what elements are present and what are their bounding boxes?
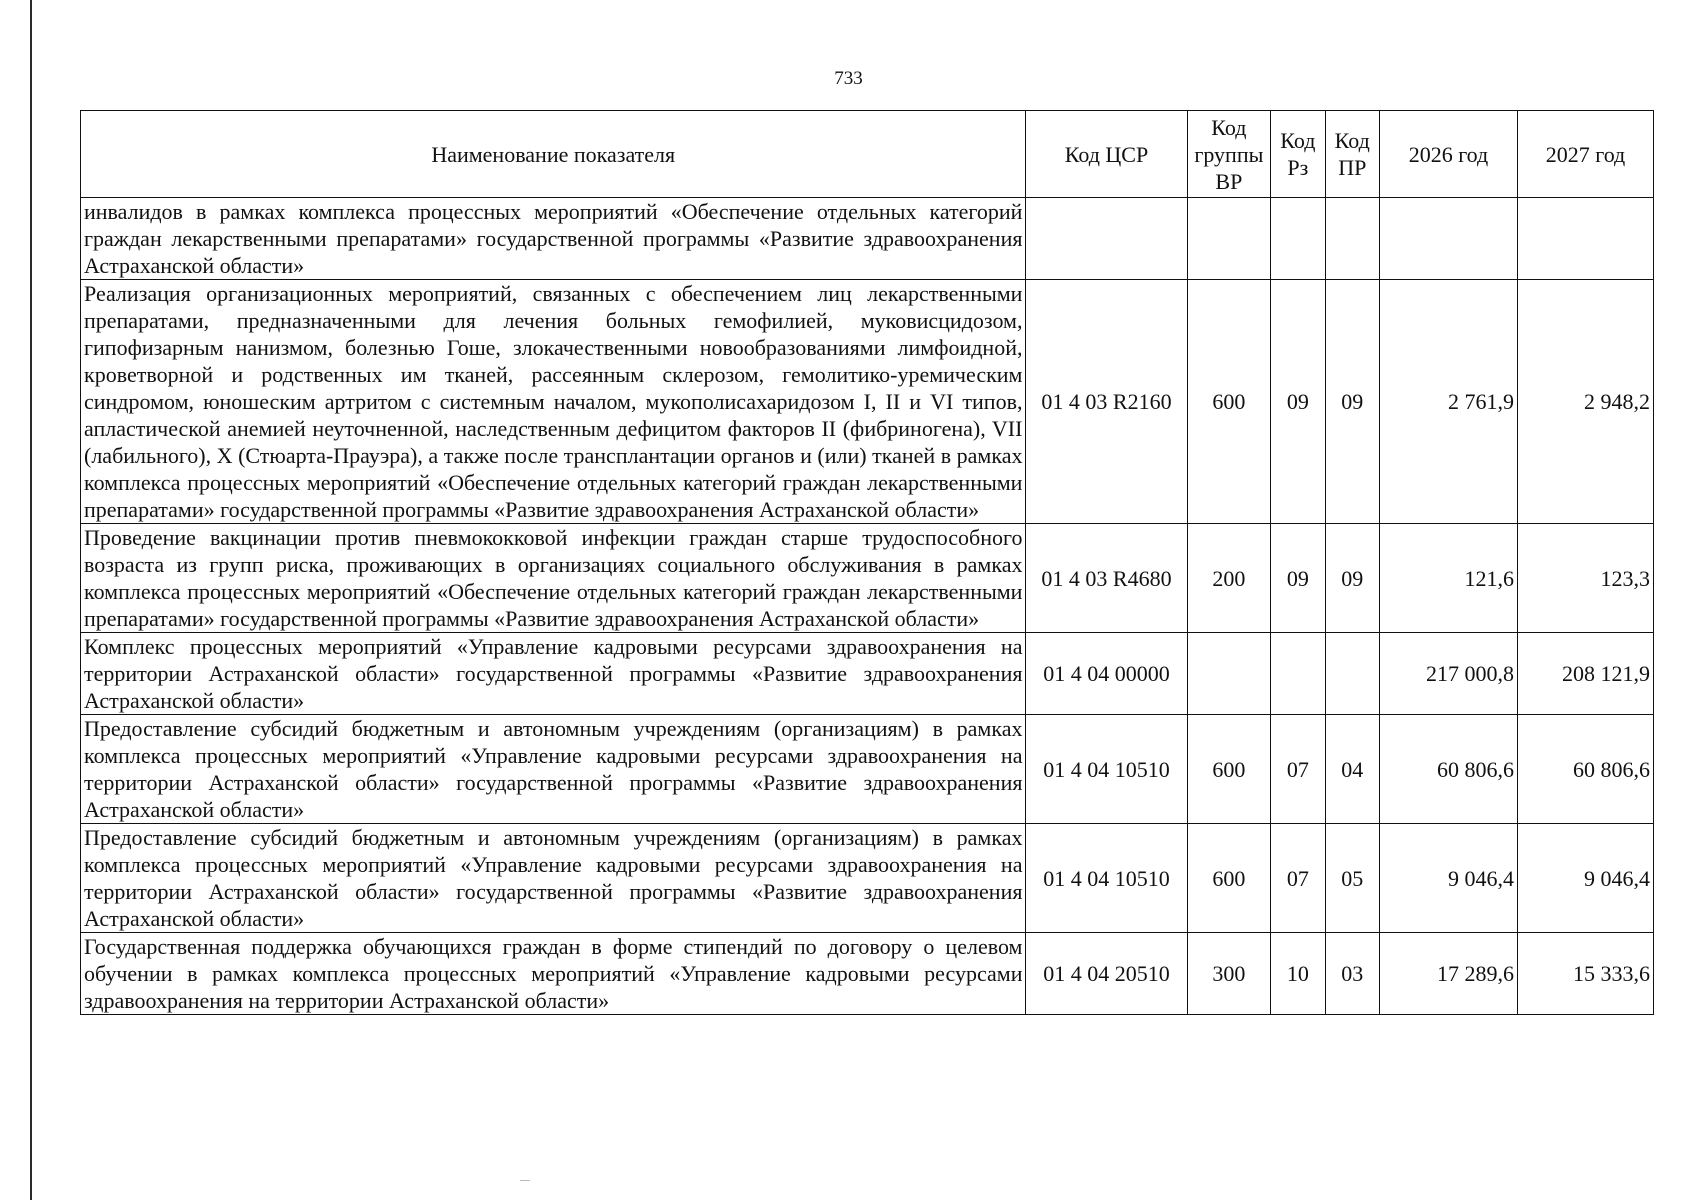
row-name: Реализация организационных мероприятий, связанных с обеспечением лиц лекарственными препаратами, предназначенными для лечения больных гемофилией, муковисцидозом, гипофизарным нанизмом, болезнью Гоше, злокачественными новообразованиями лимфоидной, кроветворной и родственных им тканей, рассеянным склерозом, гемолитико-уремическим синдромом, юношеским артритом с системным началом, мукополисахаридозом I, II и VI типов, апластической анемией неуточненной, наследственным дефицитом факторов II (фибриногена), VII (лабильного), X (Стюарта-Прауэра), а также после трансплантации органов и (или) тканей в рамках комплекса процессных мероприятий «Обеспечение отдельных категорий граждан лекарственными препаратами» государственной программы «Развитие здравоохранения Астраханской области»	[81, 280, 1026, 524]
row-csr: 01 4 04 00000	[1026, 633, 1187, 715]
row-csr	[1026, 198, 1187, 280]
header-2027: 2027 год	[1517, 111, 1653, 198]
row-2026: 9 046,4	[1379, 824, 1517, 933]
row-pr	[1325, 633, 1379, 715]
table-row	[81, 824, 1654, 933]
row-name: Комплекс процессных мероприятий «Управление кадровыми ресурсами здравоохранения на территории Астраханской области» государственной программы «Развитие здравоохранения Астраханской области»	[81, 633, 1026, 715]
row-pr: 04	[1325, 715, 1379, 824]
page-number: 733	[834, 68, 863, 89]
row-2026: 217 000,8	[1379, 633, 1517, 715]
row-2027: 60 806,6	[1517, 715, 1653, 824]
scan-speck	[520, 1180, 530, 1181]
row-rz	[1271, 633, 1325, 715]
row-pr	[1325, 198, 1379, 280]
row-vr: 300	[1187, 933, 1271, 1015]
row-rz	[1271, 198, 1325, 280]
row-2027: 9 046,4	[1517, 824, 1653, 933]
row-csr: 01 4 04 20510	[1026, 933, 1187, 1015]
row-2026: 2 761,9	[1379, 280, 1517, 524]
row-2026: 60 806,6	[1379, 715, 1517, 824]
row-name: Проведение вакцинации против пневмококковой инфекции граждан старше трудоспособного возраста из групп риска, проживающих в организациях социального обслуживания в рамках комплекса процессных мероприятий «Обеспечение отдельных категорий граждан лекарственными препаратами» государственной программы «Развитие здравоохранения Астраханской области»	[81, 524, 1026, 633]
row-name: Предоставление субсидий бюджетным и автономным учреждениям (организациям) в рамках комплекса процессных мероприятий «Управление кадровыми ресурсами здравоохранения на территории Астраханской области» государственной программы «Развитие здравоохранения Астраханской области»	[81, 715, 1026, 824]
table-row	[81, 633, 1654, 715]
row-pr: 09	[1325, 280, 1379, 524]
row-2026: 17 289,6	[1379, 933, 1517, 1015]
row-rz: 07	[1271, 824, 1325, 933]
row-csr: 01 4 04 10510	[1026, 715, 1187, 824]
row-vr	[1187, 198, 1271, 280]
row-vr: 600	[1187, 280, 1271, 524]
row-pr: 03	[1325, 933, 1379, 1015]
table-row	[81, 524, 1654, 633]
table-row	[81, 198, 1654, 280]
header-2026: 2026 год	[1379, 111, 1517, 198]
row-vr	[1187, 633, 1271, 715]
row-vr: 600	[1187, 824, 1271, 933]
row-name: инвалидов в рамках комплекса процессных мероприятий «Обеспечение отдельных категорий граждан лекарственными препаратами» государственной программы «Развитие здравоохранения Астраханской области»	[81, 198, 1026, 280]
table-row	[81, 715, 1654, 824]
header-vr: Код группы ВР	[1187, 111, 1271, 198]
header-pr: Код ПР	[1325, 111, 1379, 198]
header-csr: Код ЦСР	[1026, 111, 1187, 198]
row-pr: 09	[1325, 524, 1379, 633]
header-rz: Код Рз	[1271, 111, 1325, 198]
header-name: Наименование показателя	[81, 111, 1026, 198]
row-2027: 2 948,2	[1517, 280, 1653, 524]
row-csr: 01 4 03 R2160	[1026, 280, 1187, 524]
row-2027: 123,3	[1517, 524, 1653, 633]
row-name: Предоставление субсидий бюджетным и автономным учреждениям (организациям) в рамках комплекса процессных мероприятий «Управление кадровыми ресурсами здравоохранения на территории Астраханской области» государственной программы «Развитие здравоохранения Астраханской области»	[81, 824, 1026, 933]
row-2027: 15 333,6	[1517, 933, 1653, 1015]
row-2027	[1517, 198, 1653, 280]
row-name: Государственная поддержка обучающихся граждан в форме стипендий по договору о целевом обучении в рамках комплекса процессных мероприятий «Управление кадровыми ресурсами здравоохранения на территории Астраханской области»	[81, 933, 1026, 1015]
row-2027: 208 121,9	[1517, 633, 1653, 715]
row-vr: 200	[1187, 524, 1271, 633]
row-2026: 121,6	[1379, 524, 1517, 633]
row-vr: 600	[1187, 715, 1271, 824]
table-header-row	[81, 111, 1654, 198]
budget-table	[80, 110, 1654, 1015]
table-row	[81, 280, 1654, 524]
row-rz: 09	[1271, 280, 1325, 524]
scan-left-edge	[30, 0, 32, 1200]
row-rz: 09	[1271, 524, 1325, 633]
row-csr: 01 4 04 10510	[1026, 824, 1187, 933]
row-rz: 10	[1271, 933, 1325, 1015]
row-pr: 05	[1325, 824, 1379, 933]
row-rz: 07	[1271, 715, 1325, 824]
table-row	[81, 933, 1654, 1015]
row-csr: 01 4 03 R4680	[1026, 524, 1187, 633]
row-2026	[1379, 198, 1517, 280]
